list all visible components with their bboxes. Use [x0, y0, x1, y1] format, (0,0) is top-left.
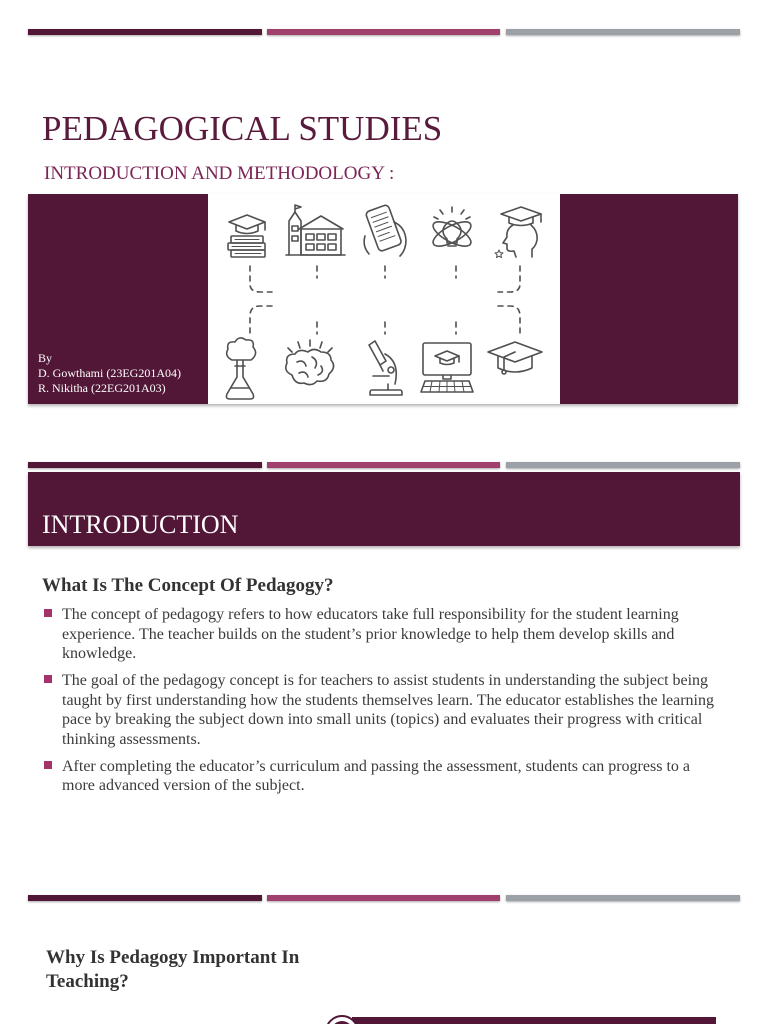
- bullet-square-icon: [44, 609, 52, 617]
- books-graduation-cap-icon: [228, 215, 265, 257]
- school-building-icon: [286, 205, 345, 255]
- bullet-item: [62, 757, 720, 796]
- gray-bar: [506, 462, 740, 468]
- phone-reading-icon: [364, 204, 406, 256]
- pink-bar: [267, 29, 500, 35]
- bullet-item: [62, 605, 720, 664]
- maroon-bar: [28, 29, 262, 35]
- brain-idea-icon: [286, 340, 334, 385]
- atom-lightbulb-icon: [430, 207, 475, 251]
- gray-bar: [506, 29, 740, 35]
- computer-graduation-cap-icon: [421, 343, 473, 392]
- bullet-item: [62, 671, 720, 749]
- head-graduation-cap-icon: [495, 207, 541, 258]
- byline: By: [38, 351, 53, 365]
- graduation-cap-icon: [488, 342, 542, 374]
- pink-bar: [267, 462, 500, 468]
- bullet-text: The goal of the pedagogy concept is for teachers to assist students in understanding the subject being taught by first understanding how the students themselves learn. The educator establishes the learning pace by breaking the subject down into small units (topics) and evaluates their progress with critical thinking assessments.: [62, 672, 714, 748]
- section-banner: [28, 472, 740, 546]
- pink-bar: [267, 895, 500, 901]
- gray-bar: [506, 895, 740, 901]
- education-icons-graphic: [208, 194, 560, 404]
- author-name: R. Nikitha (22EG201A03): [38, 381, 166, 395]
- education-illustration: [208, 194, 560, 404]
- maroon-bar: [28, 895, 262, 901]
- presentation-subtitle: INTRODUCTION AND METHODOLOGY :: [44, 163, 395, 184]
- maroon-bar: [28, 462, 262, 468]
- bullet-square-icon: [44, 675, 52, 683]
- slide-divider-bars: [28, 895, 740, 901]
- decorative-panel: [560, 194, 738, 404]
- bullet-text: The concept of pedagogy refers to how educators take full responsibility for the student learning experience. The teacher builds on the student’s prior knowledge to help them develop skills and knowledge.: [62, 606, 679, 662]
- author-list: [38, 351, 181, 396]
- cut-off-list-item: [326, 1004, 718, 1024]
- importance-heading: Why Is Pedagogy Important In Teaching?: [46, 947, 300, 992]
- concept-heading: What Is The Concept Of Pedagogy?: [42, 575, 334, 596]
- bullet-list: [62, 605, 720, 803]
- slide-divider-bars: [28, 462, 740, 468]
- title-band: [28, 194, 738, 404]
- presentation-title: PEDAGOGICAL STUDIES: [42, 109, 443, 148]
- item-bar: [352, 1017, 716, 1024]
- bullet-text: After completing the educator’s curriculum and passing the assessment, students can progress to a more advanced version of the subject.: [62, 757, 690, 794]
- author-panel: [28, 194, 208, 404]
- flask-explosion-icon: [226, 338, 255, 399]
- slide-divider-bars: [28, 29, 740, 35]
- bullet-square-icon: [44, 761, 52, 769]
- section-title: INTRODUCTION: [42, 510, 239, 539]
- author-name: D. Gowthami (23EG201A04): [38, 366, 181, 380]
- dashed-connector-lines: [250, 266, 520, 336]
- microscope-icon: [369, 341, 402, 395]
